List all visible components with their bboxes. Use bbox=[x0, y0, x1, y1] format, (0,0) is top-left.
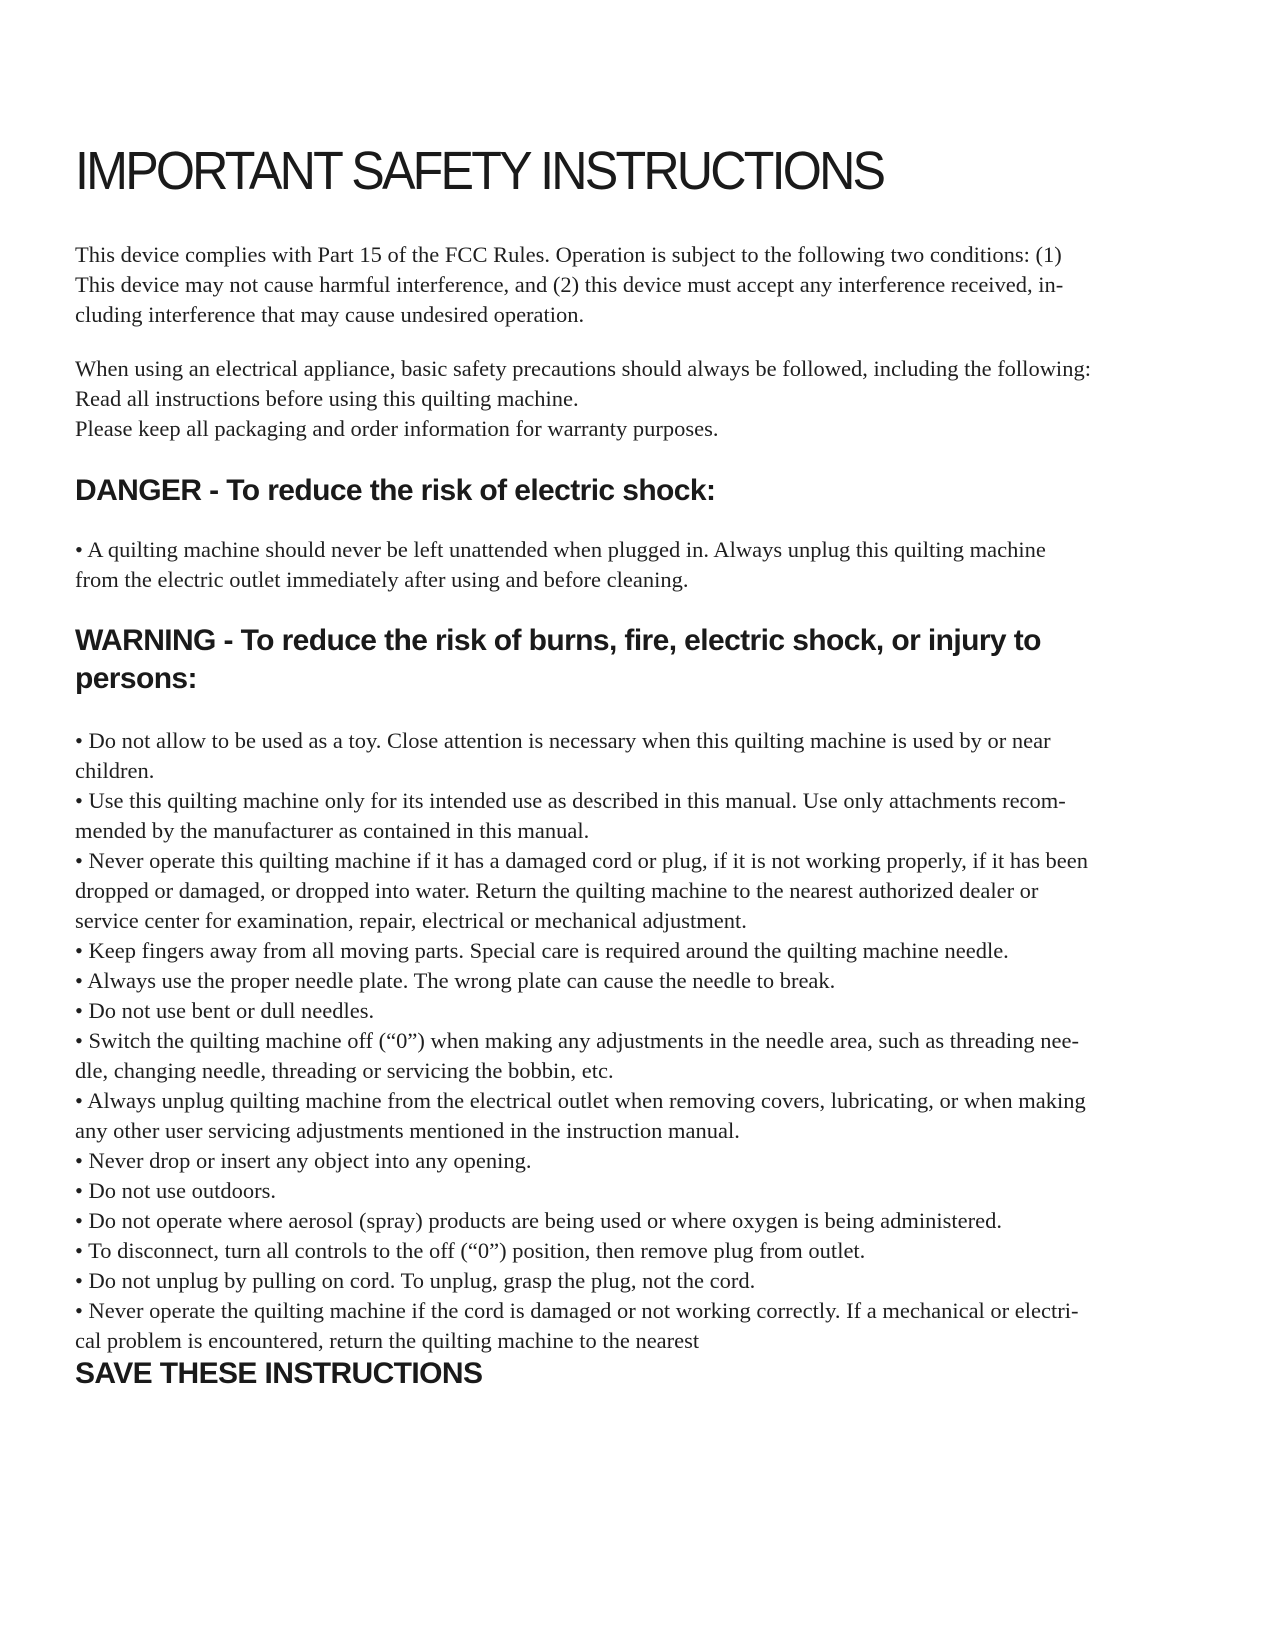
warning-heading bbox=[75, 622, 1041, 698]
list-item-line: service center for examination, repair, electrical or mechanical adjustment. bbox=[75, 908, 747, 933]
text-line: When using an electrical appliance, basic safety precautions should always be followed, including the following: bbox=[75, 356, 1091, 381]
warning-list bbox=[75, 726, 1205, 1356]
text-line: This device complies with Part 15 of the FCC Rules. Operation is subject to the following two conditions: (1) bbox=[75, 242, 1062, 267]
list-item-line: • Switch the quilting machine off (“0”) when making any adjustments in the needle area, such as threading nee- bbox=[75, 1028, 1080, 1053]
list-item-line: • Always unplug quilting machine from the electrical outlet when removing covers, lubricating, or when making bbox=[75, 1088, 1086, 1113]
danger-heading: DANGER - To reduce the risk of electric shock: bbox=[75, 474, 716, 507]
list-item-line: children. bbox=[75, 758, 155, 783]
list-item-line: • Never operate the quilting machine if the cord is damaged or not working correctly. If a mechanical or electri- bbox=[75, 1298, 1079, 1323]
danger-list bbox=[75, 535, 1205, 595]
list-item-line: dropped or damaged, or dropped into water. Return the quilting machine to the nearest authorized dealer or bbox=[75, 878, 1039, 903]
list-item-line: dle, changing needle, threading or servicing the bobbin, etc. bbox=[75, 1058, 614, 1083]
heading-line: WARNING - To reduce the risk of burns, fire, electric shock, or injury to bbox=[75, 624, 1041, 657]
text-line: cluding interference that may cause undesired operation. bbox=[75, 302, 585, 327]
list-item-line: • Do not use outdoors. bbox=[75, 1178, 276, 1203]
list-item-line: • Do not use bent or dull needles. bbox=[75, 998, 375, 1023]
list-item-line: • Always use the proper needle plate. The wrong plate can cause the needle to break. bbox=[75, 968, 836, 993]
list-item-line: • Never drop or insert any object into any opening. bbox=[75, 1148, 532, 1173]
list-item-line: • Never operate this quilting machine if it has a damaged cord or plug, if it is not working properly, if it has been bbox=[75, 848, 1089, 873]
list-item-line: any other user servicing adjustments mentioned in the instruction manual. bbox=[75, 1118, 740, 1143]
list-item-line: cal problem is encountered, return the quilting machine to the nearest bbox=[75, 1328, 700, 1353]
list-item-line: • Keep fingers away from all moving parts. Special care is required around the quilting machine needle. bbox=[75, 938, 1009, 963]
save-instructions-heading: SAVE THESE INSTRUCTIONS bbox=[75, 1357, 483, 1390]
text-line: Please keep all packaging and order information for warranty purposes. bbox=[75, 416, 719, 441]
list-item-line: • To disconnect, turn all controls to the off (“0”) position, then remove plug from outlet. bbox=[75, 1238, 866, 1263]
text-line: Read all instructions before using this quilting machine. bbox=[75, 386, 579, 411]
list-item-line: • Do not allow to be used as a toy. Close attention is necessary when this quilting machine is used by or near bbox=[75, 728, 1051, 753]
list-item-line: • A quilting machine should never be left unattended when plugged in. Always unplug this quilting machine bbox=[75, 537, 1046, 562]
list-item-line: mended by the manufacturer as contained in this manual. bbox=[75, 818, 590, 843]
precautions-paragraph bbox=[75, 354, 1205, 444]
list-item-line: • Use this quilting machine only for its intended use as described in this manual. Use only attachments recom- bbox=[75, 788, 1066, 813]
fcc-paragraph bbox=[75, 240, 1205, 330]
heading-line: persons: bbox=[75, 662, 197, 695]
text-line: This device may not cause harmful interference, and (2) this device must accept any interference received, in- bbox=[75, 272, 1064, 297]
list-item-line: • Do not unplug by pulling on cord. To unplug, grasp the plug, not the cord. bbox=[75, 1268, 756, 1293]
list-item-line: from the electric outlet immediately after using and before cleaning. bbox=[75, 567, 689, 592]
page-title: IMPORTANT SAFETY INSTRUCTIONS bbox=[75, 141, 884, 201]
list-item-line: • Do not operate where aerosol (spray) products are being used or where oxygen is being administered. bbox=[75, 1208, 1002, 1233]
